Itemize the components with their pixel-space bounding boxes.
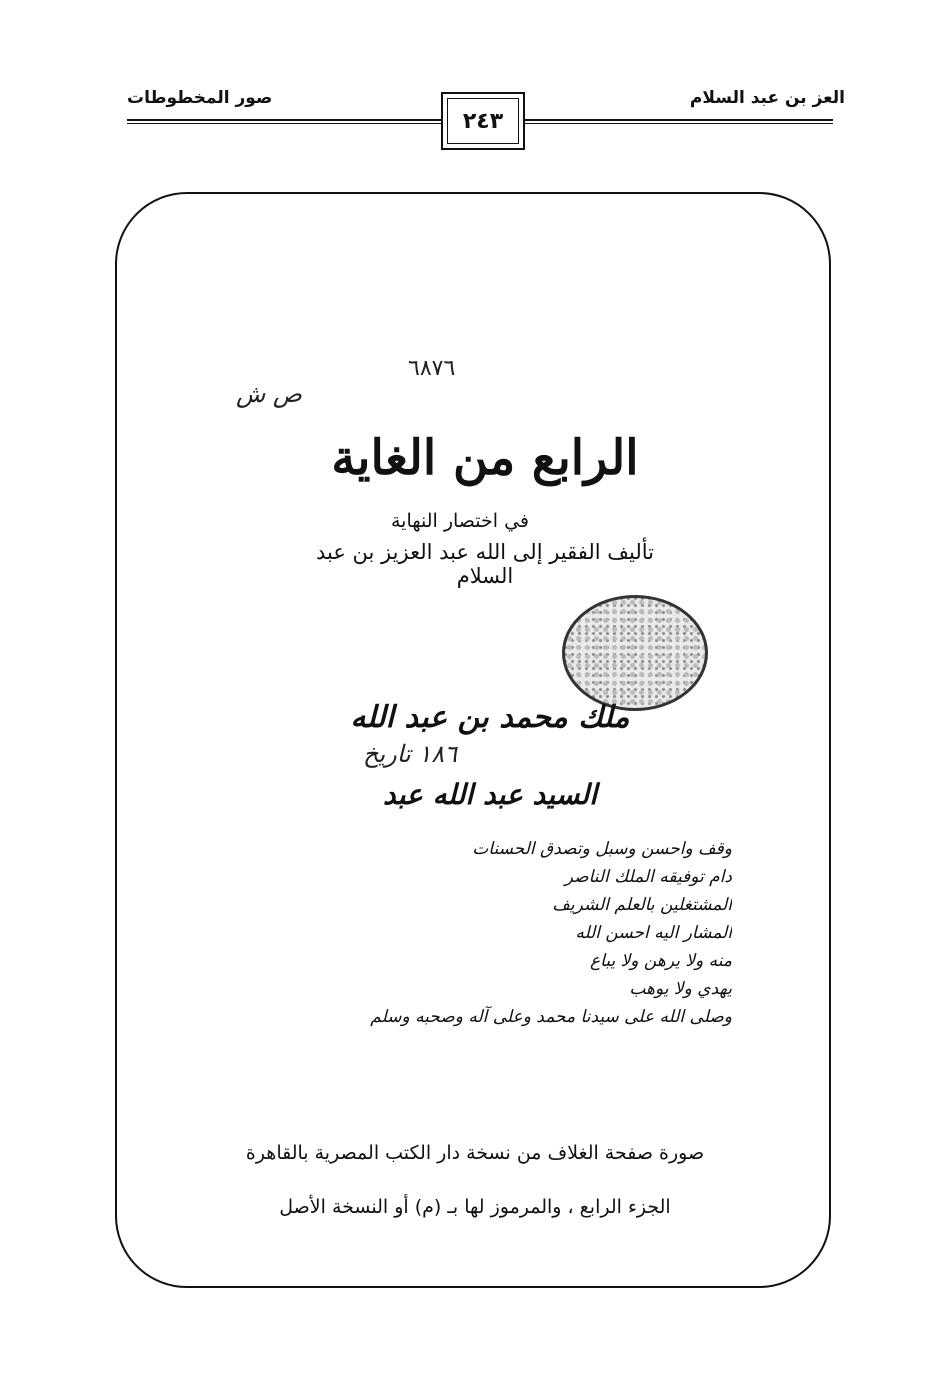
waqf-line: وصلى الله على سيدنا محمد وعلى آله وصحبه وسلم (370, 1007, 732, 1027)
manuscript-subtitle: في اختصار النهاية (390, 510, 530, 532)
waqf-line: وقف واحسن وسبل وتصدق الحسنات (472, 839, 732, 859)
figure-caption-line-2: الجزء الرابع ، والمرموز لها بـ (م) أو النسخة الأصل (279, 1196, 671, 1218)
ownership-date-note: ١٨٦ تاريخ (362, 740, 458, 768)
waqf-endowment-text (212, 836, 732, 1032)
library-seal-stamp (562, 595, 708, 711)
waqf-line: يهدي ولا يوهب (629, 979, 732, 999)
waqf-line: دام توفيقه الملك الناصر (564, 867, 732, 887)
manuscript-title: الرابع من الغاية (331, 430, 639, 486)
ownership-note: ملك محمد بن عبد الله (350, 700, 630, 735)
figure-caption-line-1: صورة صفحة الغلاف من نسخة دار الكتب المصرية بالقاهرة (245, 1142, 705, 1164)
manuscript-author: تأليف الفقير إلى الله عبد العزيز بن عبد السلام (315, 540, 655, 588)
page-number: ٢٤٣ (447, 98, 519, 144)
ownership-note-2: السيد عبد الله عبد (383, 778, 597, 811)
waqf-line: منه ولا يرهن ولا يباع (590, 951, 732, 971)
running-header-section: صور المخطوطات (127, 88, 273, 108)
page-number-box (441, 92, 525, 150)
waqf-line: المشار اليه احسن الله (575, 923, 732, 943)
marginal-note: ص ش (236, 380, 302, 408)
waqf-line: المشتغلين بالعلم الشريف (552, 895, 732, 915)
manuscript-shelfmark: ٦٨٧٦ (408, 356, 456, 381)
running-header-author: العز بن عبد السلام (689, 88, 845, 108)
